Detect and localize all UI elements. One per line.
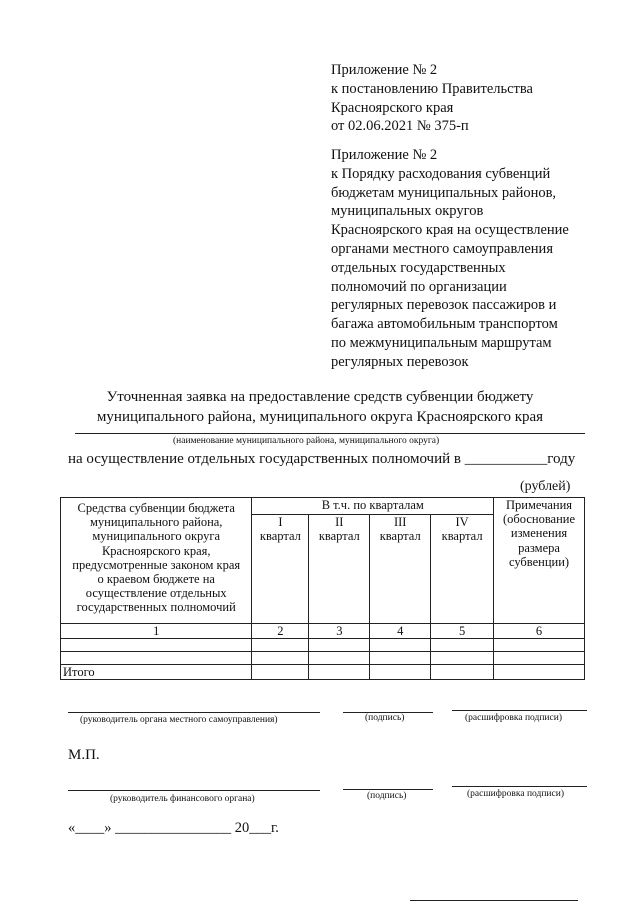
quarter-num: IV [455, 515, 469, 530]
table-cell [431, 639, 494, 652]
quarter-num: I [278, 515, 283, 530]
header-line: от 02.06.2021 № 375-п [331, 118, 469, 135]
quarter-label: квартал [318, 529, 360, 544]
column-number: 3 [309, 624, 370, 639]
title-line-2: муниципального района, муниципального округа Красноярского края [96, 409, 544, 425]
quarter-4-header [431, 515, 494, 624]
header-line: багажа автомобильным транспортом [331, 316, 558, 333]
col1-header-line: предусмотренные законом края [72, 557, 241, 572]
head-caption: (руководитель органа местного самоуправления) [80, 715, 278, 725]
title-line-1: Уточненная заявка на предоставление средств субвенции бюджету [106, 389, 534, 405]
table-cell [370, 652, 431, 665]
empty-row [61, 652, 585, 665]
header-line: к Порядку расходования субвенций [331, 165, 551, 182]
header-line: регулярных перевозок пассажиров и [331, 297, 557, 314]
column-numbers-row [61, 624, 585, 639]
finance-signature-line [68, 790, 320, 791]
quarter-num: II [335, 515, 344, 530]
quarter-num: III [393, 515, 407, 530]
header-appendix-govt [331, 61, 533, 136]
column-number: 4 [370, 624, 431, 639]
quarter-2-header [309, 515, 370, 624]
notes-header-line: изменения [510, 526, 568, 541]
notes-header [494, 498, 585, 624]
header-appendix-order [331, 146, 569, 372]
col1-header-line: государственных полномочий [76, 600, 236, 615]
table-cell [61, 652, 252, 665]
table-cell [494, 639, 585, 652]
head-signature-line [68, 712, 320, 713]
empty-row [61, 639, 585, 652]
table-cell [309, 665, 370, 680]
date-open-quote: « [68, 820, 76, 836]
quarter-3-header [370, 515, 431, 624]
purpose-line [68, 451, 575, 468]
table-cell [370, 639, 431, 652]
header-line: полномочий по организации [331, 278, 507, 295]
total-label: Итого [61, 665, 252, 680]
col1-header-line: осуществление отдельных [85, 586, 227, 601]
document-title [0, 387, 640, 427]
quarter-label: квартал [379, 529, 421, 544]
signature-line-2 [343, 789, 433, 790]
col1-header-line: Средства субвенции бюджета [77, 501, 235, 515]
column-number: 2 [252, 624, 309, 639]
subvention-table [60, 497, 585, 680]
date-line [68, 820, 279, 837]
year-blank: ___ [249, 820, 271, 836]
header-line: Приложение № 2 [331, 62, 438, 78]
col1-header-line: муниципального района, [90, 515, 223, 530]
year-blank: ___________ [464, 451, 548, 467]
notes-header-line: размера [518, 540, 560, 555]
table-cell [309, 639, 370, 652]
name-caption: (наименование муниципального района, муниципального округа) [173, 436, 440, 446]
header-line: муниципальных округов [331, 203, 484, 220]
notes-header-line: (обоснование [503, 512, 576, 527]
col1-header-line: муниципального округа [92, 529, 221, 544]
table-cell [370, 665, 431, 680]
table-cell [431, 652, 494, 665]
table-cell [252, 639, 309, 652]
month-blank: ________________ [115, 820, 232, 836]
column-number: 1 [61, 624, 252, 639]
purpose-suffix: году [547, 451, 576, 467]
table-cell [252, 665, 309, 680]
table-cell [61, 639, 252, 652]
purpose-prefix: на осуществление отдельных государственных полномочий в [68, 451, 461, 467]
quarter-label: квартал [441, 529, 483, 544]
notes-header-line: субвенции) [508, 554, 570, 569]
header-line: бюджетам муниципальных районов, [331, 184, 557, 201]
column-number: 6 [494, 624, 585, 639]
year-suffix: г. [271, 820, 279, 836]
column-number: 5 [431, 624, 494, 639]
col1-header-line: Красноярского края, [101, 543, 211, 558]
quarters-header: В т.ч. по кварталам [252, 498, 494, 515]
header-line: регулярных перевозок [331, 353, 469, 370]
decode-caption-2: (расшифровка подписи) [467, 789, 564, 799]
quarter-1-header [252, 515, 309, 624]
table-cell [309, 652, 370, 665]
table-cell [252, 652, 309, 665]
header-line: Приложение № 2 [331, 147, 438, 163]
year-prefix: 20 [234, 820, 250, 836]
header-line: Красноярского края [331, 99, 454, 116]
table-cell [494, 665, 585, 680]
decode-line-2 [452, 786, 587, 787]
signature-caption: (подпись) [365, 713, 405, 723]
table-cell [494, 652, 585, 665]
bottom-line [410, 900, 578, 901]
col1-header-line: о краевом бюджете на [97, 572, 215, 587]
decode-line [452, 710, 587, 711]
total-row [61, 665, 585, 680]
name-underline [75, 433, 585, 434]
header-line: по межмуниципальным маршрутам [331, 334, 552, 351]
col1-header [61, 498, 252, 624]
quarter-label: квартал [259, 529, 301, 544]
header-line: отдельных государственных [331, 259, 506, 276]
header-line: Красноярского края на осуществление [331, 222, 569, 239]
date-close-quote: » [104, 820, 112, 836]
stamp-label: М.П. [68, 747, 100, 763]
finance-caption: (руководитель финансового органа) [110, 794, 255, 804]
signature-caption-2: (подпись) [367, 791, 407, 801]
day-blank: ____ [75, 820, 105, 836]
decode-caption: (расшифровка подписи) [465, 713, 562, 723]
header-line: органами местного самоуправления [331, 240, 553, 257]
table-cell [431, 665, 494, 680]
notes-header-line: Примечания [505, 498, 573, 512]
header-line: к постановлению Правительства [331, 80, 533, 97]
units-label: (рублей) [520, 479, 571, 494]
